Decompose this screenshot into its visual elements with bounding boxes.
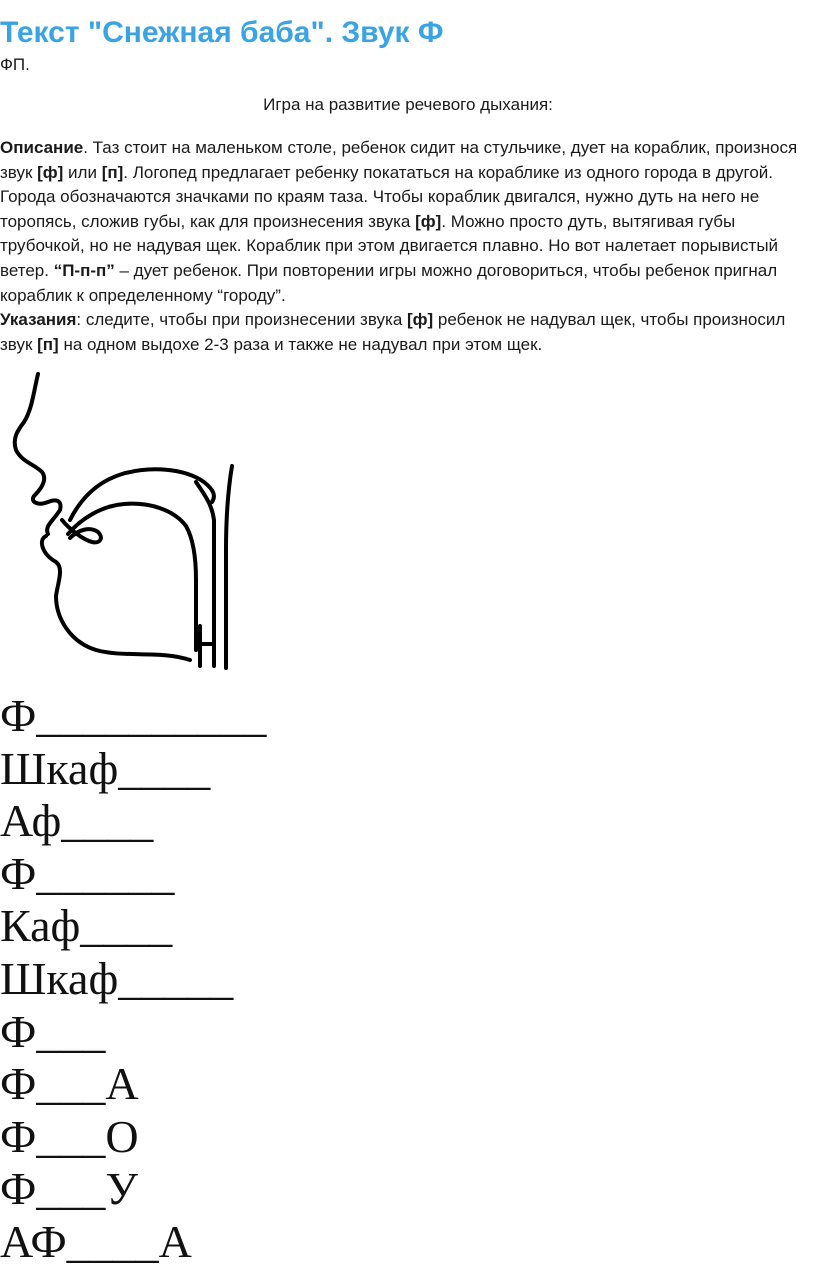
wind-sound-mark: “П-п-п” <box>53 260 115 280</box>
practice-line: Ф__________ <box>0 690 267 741</box>
practice-line: Ф___О <box>0 1110 139 1162</box>
practice-line: Ф___А <box>0 1058 139 1110</box>
sound-f-mark: [ф] <box>37 162 64 182</box>
articulation-profile-diagram <box>0 370 240 670</box>
larynx-line <box>200 626 214 666</box>
practice-line: Ф______ <box>0 847 175 899</box>
practice-line: Аф____ <box>0 795 154 847</box>
subtitle: ФП. <box>0 55 30 74</box>
face-profile-line <box>15 374 61 534</box>
description-text: . Логопед предлагает ребенку покататься на кораблике из одного города в другой. Города обозначаются значками по краям таза. Чтобы кораблик двигался, нужно дуть на него не торопясь, сложив губы, как для произнесения звука <box>0 162 773 231</box>
description-label: Описание <box>0 138 84 157</box>
practice-line: Каф____ <box>0 900 173 952</box>
description-text: или <box>63 162 102 182</box>
description-paragraph <box>0 136 812 308</box>
game-heading: Игра на развитие речевого дыхания: <box>263 95 553 114</box>
instructions-label: Указания <box>0 310 77 330</box>
page-title: Текст "Снежная баба". Звук Ф <box>0 16 444 49</box>
sound-p-mark: [п] <box>101 162 124 182</box>
sound-f-mark: [ф] <box>415 211 442 231</box>
practice-line: Шкаф____ <box>0 742 211 794</box>
sound-f-mark: [ф] <box>407 310 434 330</box>
practice-line: Ф___ <box>0 1005 106 1057</box>
instructions-text: ребенок не надувал щек, чтобы произносил звук <box>0 310 786 354</box>
chin-line <box>42 536 190 660</box>
description-text: . Можно просто дуть, вытягивая губы трубочкой, но не надувая щек. Кораблик при этом двигается плавно. Но вот налетает порывистый ветер. <box>0 211 779 280</box>
instructions-text: : следите, чтобы при произнесении звука <box>76 310 407 330</box>
instructions-text: на одном выдохе 2-3 раза и также не надувал при этом щек. <box>58 334 543 354</box>
practice-line: Шкаф_____ <box>0 952 234 1004</box>
sound-p-mark: [п] <box>37 334 59 354</box>
body-text <box>0 136 812 357</box>
uvula-line <box>196 482 214 630</box>
description-text: – дует ребенок. При повторении игры можно договориться, чтобы ребенок пригнал кораблик к определенному “городу”. <box>0 260 778 305</box>
tongue-line <box>68 504 196 650</box>
practice-lines <box>0 690 266 1269</box>
instructions-paragraph <box>0 308 812 357</box>
practice-line: АФ____А <box>0 1215 192 1267</box>
practice-line: Ф___У <box>0 1163 138 1215</box>
description-text: . Таз стоит на маленьком столе, ребенок сидит на стульчике, дует на кораблик, произнося звук <box>0 138 798 182</box>
pharynx-line <box>226 466 232 668</box>
